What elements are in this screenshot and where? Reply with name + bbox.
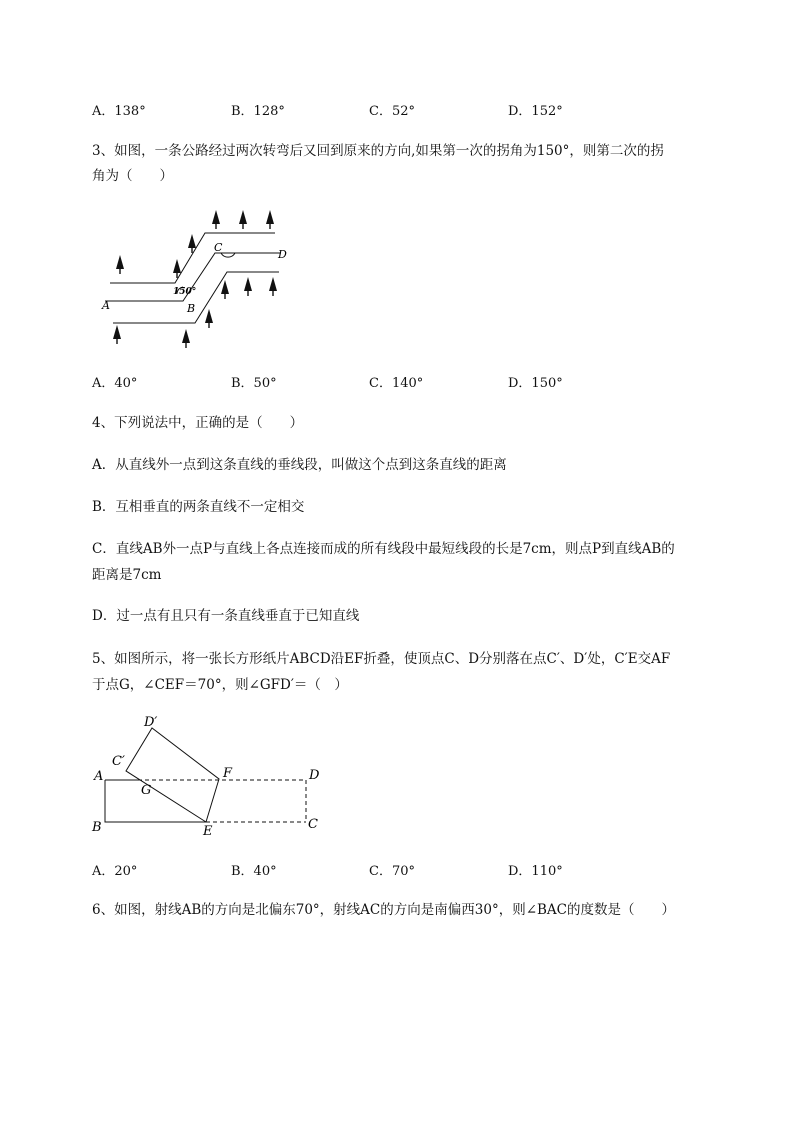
- tree-icon: [221, 280, 229, 299]
- q3-options: [92, 372, 692, 390]
- label-c: C: [214, 241, 223, 254]
- rect-solid-left: [105, 780, 206, 822]
- label-d: D: [278, 248, 287, 261]
- label-e: E: [203, 824, 213, 839]
- label-g: G: [141, 783, 152, 798]
- q5-option-a: A．20°: [92, 864, 138, 879]
- q2-option-c: C．52°: [369, 104, 415, 119]
- q3-road-figure: [95, 205, 295, 355]
- tree-icon: [116, 255, 124, 274]
- q3-stem-line2: 角为（ ）: [92, 168, 173, 184]
- fold-lines: [105, 728, 306, 822]
- q6-stem: 6、如图，射线AB的方向是北偏东70°，射线AC的方向是南偏西30°，则∠BAC的度数是（ ）: [92, 902, 676, 918]
- label-c: C: [308, 817, 318, 832]
- tree-icon: [266, 210, 274, 229]
- q2-option-d: D．152°: [508, 104, 563, 119]
- q5-fold-figure: [88, 708, 328, 843]
- q5-option-b: B．40°: [231, 864, 277, 879]
- label-d-prime: D′: [144, 715, 158, 730]
- q5-options: [92, 860, 692, 878]
- label-d: D: [309, 768, 320, 783]
- q3-option-c: C．140°: [369, 376, 424, 391]
- q5-stem-line2: 于点G，∠CEF＝70°，则∠GFD′＝（ ）: [92, 677, 348, 693]
- tree-icon: [212, 210, 220, 229]
- tree-icon: [239, 210, 247, 229]
- q4-option-d: D．过一点有且只有一条直线垂直于已知直线: [92, 608, 360, 624]
- fold-labels: [91, 715, 320, 839]
- label-c-prime: C′: [112, 754, 125, 769]
- q5-stem-line1: 5、如图所示，将一张长方形纸片ABCD沿EF折叠，使顶点C、D分别落在点C′、D′处，C′E交AF: [92, 651, 671, 667]
- tree-icon: [269, 277, 277, 296]
- tree-icon: [182, 329, 190, 348]
- q4-option-c-line1: C．直线AB外一点P与直线上各点连接而成的所有线段中最短线段的长是7cm，则点P到直线AB的: [92, 541, 675, 557]
- q3-stem-line1: 3、如图，一条公路经过两次转弯后又回到原来的方向,如果第一次的拐角为150°，则第二次的拐: [92, 143, 664, 159]
- label-a: A: [94, 769, 104, 784]
- q4-option-a: A．从直线外一点到这条直线的垂线段，叫做这个点到这条直线的距离: [92, 457, 507, 473]
- q3-option-a: A．40°: [92, 376, 138, 391]
- q4-option-b: B．互相垂直的两条直线不一定相交: [92, 499, 305, 515]
- q5-option-c: C．70°: [369, 864, 415, 879]
- angle-c-arc: [221, 253, 235, 257]
- q4-stem: 4、下列说法中，正确的是（ ）: [92, 415, 304, 431]
- q2-option-a: A．138°: [92, 104, 146, 119]
- label-b: B: [92, 820, 102, 835]
- q4-option-c-line2: 距离是7cm: [92, 567, 162, 583]
- q2-options: [92, 100, 692, 118]
- q2-option-b: B．128°: [231, 104, 285, 119]
- label-a: A: [102, 299, 110, 312]
- tree-icon: [205, 309, 213, 328]
- rect-dashed: [138, 780, 306, 822]
- tree-icon: [113, 325, 121, 344]
- label-angle-150: 150°: [173, 287, 197, 297]
- label-f: F: [223, 766, 233, 781]
- label-b: B: [187, 302, 196, 315]
- tree-icons: [113, 210, 277, 348]
- q5-option-d: D．110°: [508, 864, 563, 879]
- q3-option-d: D．150°: [508, 376, 563, 391]
- q3-option-b: B．50°: [231, 376, 277, 391]
- folded-flap: [126, 728, 219, 822]
- tree-icon: [244, 277, 252, 296]
